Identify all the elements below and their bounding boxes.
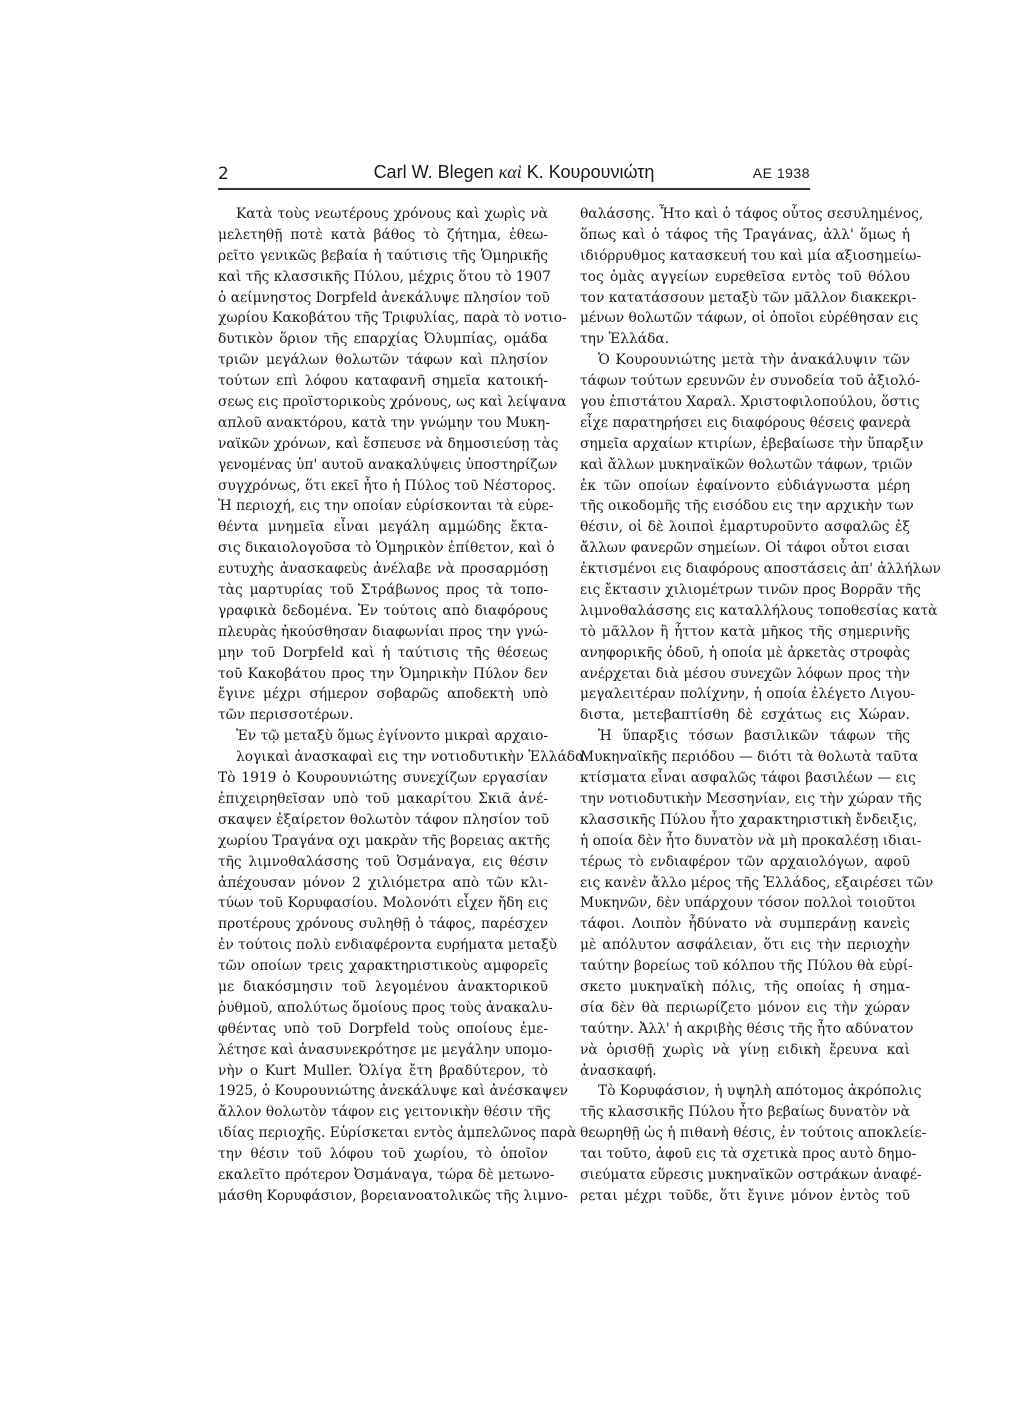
text-line-content: τέρως τὸ ενδιαφέρον τῶν αρχαιολόγων, αφοῦ	[580, 853, 910, 870]
text-line	[580, 308, 919, 329]
running-title-authors: Carl W. Blegen	[373, 162, 494, 182]
text-line	[218, 455, 558, 476]
text-line	[218, 225, 548, 246]
text-line-content: την θέσιν τοῦ λόφου τοῦ χωρίου, τὸ ὁποῖον	[218, 1146, 548, 1163]
text-line	[580, 392, 920, 413]
text-line	[218, 1019, 548, 1040]
text-line	[218, 1186, 568, 1207]
text-line	[218, 476, 557, 497]
text-line	[218, 935, 557, 956]
text-line	[218, 204, 548, 225]
text-line	[218, 768, 548, 789]
text-line	[580, 664, 910, 685]
text-line-content: ἐπιχειρηθεῖσαν υπὸ τοῦ μακαρίτου Σκιᾶ ἀνέ-	[218, 790, 548, 807]
text-line-content: νὴν ο Kurt Muller. Ὀλίγα ἔτη βραδύτερον, τὸ	[218, 1062, 548, 1079]
text-line-content: ὁ αείμνηστος Dorpfeld ἀνεκάλυψε πλησίον τοῦ	[218, 289, 550, 306]
text-line	[580, 496, 914, 517]
text-line-content: μὲ απόλυτον ασφάλειαν, ὅτι εις τὴν περιοχὴν	[580, 937, 910, 954]
text-line	[580, 225, 910, 246]
text-line-content: σκετο μυκηναϊκὴ πόλις, τῆς οποίας ἡ σημα-	[580, 978, 910, 995]
text-line-content: ιδιόρρυθμος κατασκευή του καὶ μία αξιοσημείω-	[580, 247, 922, 264]
text-line	[218, 267, 551, 288]
text-line	[580, 935, 910, 956]
text-line-content: σία δὲν θὰ περιωρίζετο μόνον εις τὴν χώραν	[580, 999, 910, 1016]
text-line	[580, 705, 910, 726]
text-line-content: Τὸ 1919 ὁ Κουρουνιώτης συνεχίζων εργασίαν	[218, 770, 548, 787]
text-line-content: τοῦ Κακοβάτου προς την Ὁμηρικὴν Πύλον δεν	[218, 665, 548, 682]
text-line	[218, 517, 548, 538]
text-line-content: ἀπέχουσαν μόνον 2 χιλιόμετρα απὸ τῶν κλι-	[218, 874, 548, 891]
text-line-content: τούτων επὶ λόφου καταφανῆ σημεῖα κατοική-	[218, 373, 548, 390]
text-line	[580, 434, 924, 455]
text-line	[580, 288, 917, 309]
text-line	[580, 810, 918, 831]
text-line-content: σεως εις προϊστορικοὺς χρόνους, ως καὶ λείψανα	[218, 394, 567, 411]
text-line-content: κτίσματα εἶναι ασφαλῶς τάφοι βασιλέων — εις	[580, 770, 916, 787]
text-line-content: τὸ μᾶλλον ἢ ἧττον κατὰ μῆκος τῆς σημερινῆς	[580, 623, 910, 640]
text-line	[580, 873, 934, 894]
text-line	[580, 893, 917, 914]
text-line-content: μένων θολωτῶν τάφων, οἱ ὁποῖοι εὑρέθησαν εις	[580, 310, 919, 327]
text-line-content: τος ὁμὰς αγγείων ευρεθεῖσα εντὸς τοῦ θόλου	[580, 268, 910, 285]
text-line-content: εκαλεῖτο πρότερον Ὀσμάναγα, τώρα δὲ μετωνο-	[218, 1166, 555, 1183]
text-line-content: εις κανὲν ἄλλο μέρος τῆς Ἑλλάδος, εξαιρέσει τῶν	[580, 874, 934, 891]
text-line-content: ἡ οποία δὲν ἦτο δυνατὸν νὰ μὴ προκαλέσῃ ιδιαι-	[580, 832, 922, 849]
text-line	[218, 1040, 553, 1061]
running-title-coauthor: Κ. Κουρουνιώτη	[526, 162, 655, 182]
text-line-content: σκαψεν ἐξαίρετον θολωτὸν τάφον πλησίον τοῦ	[218, 811, 550, 828]
text-line	[580, 455, 913, 476]
text-line-content: μάσθη Κορυφάσιον, βορειανοατολικῶς τῆς λιμνο-	[218, 1187, 568, 1204]
text-line	[218, 1061, 548, 1082]
text-line-content: καὶ ἄλλων μυκηναϊκῶν θολωτῶν τάφων, τριῶν	[580, 456, 913, 473]
text-line	[580, 998, 910, 1019]
text-line	[580, 1123, 927, 1144]
text-line	[218, 998, 553, 1019]
text-line	[218, 893, 548, 914]
text-line-content: τῆς οικοδομῆς τῆς εισόδου εις την αρχικὴν των	[580, 498, 914, 515]
text-line-content: μεγαλειτέραν πολίχνην, ἡ οποία ἐλέγετο Λιγου-	[580, 686, 916, 703]
text-line-content: ταύτην. Ἀλλ' ἡ ακριβὴς θέσις τῆς ἦτο αδύνατον	[580, 1020, 914, 1037]
right-text-column	[580, 204, 941, 1207]
text-line	[580, 768, 916, 789]
text-line	[580, 622, 910, 643]
text-line	[580, 789, 922, 810]
text-line	[580, 246, 922, 267]
text-line	[580, 1102, 910, 1123]
text-line-content: προτέρους χρόνους συληθῇ ὁ τάφος, παρέσχεν	[218, 916, 548, 933]
text-line	[218, 496, 554, 517]
text-line	[218, 246, 548, 267]
text-line-content: ανηφορικῆς ὁδοῦ, ἡ οποία μὲ ἀρκετὰς στροφὰς	[580, 644, 910, 661]
text-line	[580, 726, 910, 747]
text-line-content: νὰ ὁρισθῇ χωρὶς νὰ γίνῃ ειδικὴ ἔρευνα καὶ	[580, 1041, 910, 1058]
text-line-content: τῶν οποίων τρεις χαρακτηριστικοὺς αμφορεῖς	[218, 958, 548, 975]
text-line-content: ἐκ τῶν οποίων ἐφαίνοντο εὐδιάγνωστα μέρη	[580, 477, 910, 494]
running-title-conjunction: καὶ	[498, 162, 522, 182]
text-line-content: πλευρὰς ἠκούσθησαν διαφωνίαι προς την γνώ-	[218, 623, 548, 640]
text-line	[218, 789, 548, 810]
text-line-content: Μυκηναϊκῆς περιόδου — διότι τὰ θολωτὰ ταῦτα	[580, 749, 919, 766]
text-line-content: ταύτην βορείως τοῦ κόλπου τῆς Πύλου θὰ εὑρί-	[580, 958, 913, 975]
text-line-content: Ἡ περιοχή, εις την οποίαν εὑρίσκονται τὰ εὑρε-	[218, 498, 554, 515]
text-line	[580, 517, 910, 538]
text-line	[218, 1144, 548, 1165]
text-line-content: ῥυθμοῦ, απολύτως ὅμοίους προς τοὺς ἀνακαλυ-	[218, 999, 553, 1016]
text-line-content: τῶν περισσοτέρων.	[218, 707, 354, 724]
text-line-content: Τὸ Κορυφάσιον, ἡ υψηλὴ απότομος ἀκρόπολις	[598, 1083, 922, 1100]
text-line	[218, 747, 589, 768]
text-line-content: μην τοῦ Dorpfeld καὶ ἡ ταύτισις τῆς θέσεως	[218, 644, 548, 661]
text-line-content: ἐκτισμένοι εις διαφόρους αποστάσεις ἀπ' ἀλλήλων	[580, 561, 941, 578]
text-line	[218, 622, 548, 643]
text-line	[218, 601, 548, 622]
text-line-content: συγχρόνως, ὅτι εκεῖ ἦτο ἡ Πύλος τοῦ Νέστορος.	[218, 477, 557, 494]
text-line-content: χωρίου Τραγάνα οχι μακρὰν τῆς βορειας ακτῆς	[218, 832, 551, 849]
text-line-content: κλασσικῆς Πύλου ἦτο χαρακτηριστικὴ ἔνδειξις,	[580, 811, 918, 828]
text-line	[218, 726, 548, 747]
text-line	[218, 1123, 577, 1144]
text-line	[218, 580, 548, 601]
text-line-content: τῆς κλασσικῆς Πύλου ἦτο βεβαίως δυνατὸν νὰ	[580, 1104, 910, 1121]
text-line-content: ναϊκῶν χρόνων, καὶ ἔσπευσε νὰ δημοσιεύσῃ τὰς	[218, 435, 559, 452]
text-line-content: Μυκηνῶν, δὲν υπάρχουν τόσον πολλοὶ τοιοῦτοι	[580, 895, 917, 912]
text-line-content: Ἐν τῷ μεταξὺ ὅμως ἐγίνοντο μικραὶ αρχαιο-	[236, 728, 549, 745]
text-line-content: τῆς λιμνοθαλάσσης τοῦ Ὀσμάναγα, εις θέσιν	[218, 853, 548, 870]
text-line-content: με διακόσμησιν τοῦ λεγομένου ἀνακτορικοῦ	[218, 978, 548, 995]
text-line-content: ευτυχὴς ἀνασκαφεὺς ἀνέλαβε νὰ προσαρμόσῃ	[218, 561, 548, 578]
text-line	[580, 538, 910, 559]
text-line	[218, 1081, 569, 1102]
text-line	[580, 601, 938, 622]
text-line-content: διστα, μετεβαπτίσθη δὲ εσχάτως εις Χώραν.	[580, 707, 910, 724]
text-line	[218, 371, 548, 392]
text-line	[580, 914, 910, 935]
text-line	[580, 329, 910, 350]
text-line-content: μελετηθῇ ποτὲ κατὰ βάθος τὸ ζήτημα, ἐθεω-	[218, 226, 548, 243]
text-line-content: εἶχε παρατηρήσει εις διαφόρους θέσεις φανερὰ	[580, 414, 911, 431]
page-number: 2	[218, 164, 229, 184]
text-line-content: τάφων τούτων ερευνῶν ἐν συνοδεία τοῦ ἀξιολό-	[580, 373, 921, 390]
text-line	[218, 914, 548, 935]
text-line-content: ἀνασκαφή.	[580, 1062, 657, 1079]
text-line-content: θεωρηθῇ ὡς ἡ πιθανὴ θέσις, ἐν τούτοις αποκλείε-	[580, 1125, 927, 1142]
text-line-content: τύων τοῦ Κορυφασίου. Μολονότι εἶχεν ἤδη εις	[218, 895, 548, 912]
text-line	[580, 476, 910, 497]
left-text-column	[218, 204, 589, 1207]
text-line-content: Ὁ Κουρουνιώτης μετὰ τὴν ἀνακάλυψιν τῶν	[598, 352, 910, 369]
text-line-content: ιδίας περιοχῆς. Εὑρίσκεται εντὸς ἀμπελῶνος παρὰ	[218, 1125, 577, 1142]
text-line	[218, 413, 548, 434]
text-line	[580, 643, 910, 664]
text-line-content: απλοῦ ανακτόρου, κατὰ την γνώμην του Μυκη-	[218, 414, 550, 431]
text-line-content: ανέρχεται διὰ μέσου συνεχῶν λόφων προς τὴν	[580, 665, 910, 682]
text-line-content: την Ἑλλάδα.	[580, 331, 670, 348]
text-line-content: τὰς μαρτυρίας τοῦ Στράβωνος προς τὰ τοπο-	[218, 582, 548, 599]
text-line-content: καὶ τῆς κλασσικῆς Πύλου, μέχρις ὅτου τὸ 1907	[218, 268, 551, 285]
text-line-content: θαλάσσης. Ἦτο καὶ ὁ τάφος οὗτος σεσυλημένος,	[580, 206, 924, 222]
text-line-content: ρεται μέχρι τοῦδε, ὅτι ἔγινε μόνον ἐντὸς τοῦ	[580, 1187, 910, 1204]
text-line-content: σις δικαιολογοῦσα τὸ Ὁμηρικὸν ἐπίθετον, καὶ ὁ	[218, 540, 555, 557]
text-line	[580, 1165, 922, 1186]
text-line	[218, 288, 548, 309]
text-line	[218, 684, 548, 705]
text-line	[580, 852, 910, 873]
text-line-content: τριῶν μεγάλων θολωτῶν τάφων καὶ πλησίον	[218, 352, 548, 369]
text-line-content: την νοτιοδυτικὴν Μεσσηνίαν, εις τὴν χώραν τῆς	[580, 790, 922, 807]
text-line	[580, 747, 919, 768]
text-line-content: ἔγινε μέχρι σήμερον σοβαρῶς αποδεκτὴ υπὸ	[218, 686, 548, 703]
text-line	[580, 580, 921, 601]
text-line-content: γου ἐπιστάτου Χαραλ. Χριστοφιλοπούλου, ὅστις	[580, 394, 920, 411]
text-line-content: λέτησε καὶ ἀνασυνεκρότησε με μεγάλην υπομο-	[218, 1041, 553, 1058]
text-line	[218, 392, 567, 413]
text-line	[218, 977, 548, 998]
text-line-content: Ἡ ὕπαρξις τόσων βασιλικῶν τάφων τῆς	[598, 728, 910, 745]
text-line-content: ἄλλον θολωτὸν τάφον εις γειτονικὴν θέσιν τῆς	[218, 1104, 551, 1121]
text-line-content: δυτικὸν ὅριον τῆς επαρχίας Ὀλυμπίας, ομάδα	[218, 331, 548, 348]
text-line	[580, 1081, 922, 1102]
text-line	[218, 559, 548, 580]
text-line	[218, 852, 548, 873]
text-line	[580, 1186, 910, 1207]
text-line-content: ται τοῦτο, ἀφοῦ εις τὰ σχετικὰ προς αυτὸ δημο-	[580, 1146, 917, 1163]
text-line	[218, 956, 548, 977]
text-line-content: εις ἔκτασιν χιλιομέτρων τινῶν προς Βορρᾶν τῆς	[580, 582, 921, 599]
text-line	[218, 350, 548, 371]
text-line	[580, 1061, 910, 1082]
text-line-content: χωρίου Κακοβάτου τῆς Τριφυλίας, παρὰ τὸ νοτιο-	[218, 310, 567, 327]
text-line-content: ρεῖτο γενικῶς βεβαία ἡ ταύτισις τῆς Ὁμηρικῆς	[218, 247, 548, 264]
text-line	[580, 267, 910, 288]
header-rule	[218, 188, 810, 190]
text-line-content: φθέντας υπὸ τοῦ Dorpfeld τοὺς οποίους ἐμε-	[218, 1020, 548, 1037]
text-line	[218, 1102, 551, 1123]
text-line	[218, 705, 548, 726]
text-line	[218, 434, 559, 455]
text-line	[218, 538, 555, 559]
page-header	[218, 162, 810, 186]
text-line	[580, 1144, 917, 1165]
text-line-content: τάφοι. Λοιπὸν ἦδύνατο νὰ συμπεράνῃ κανεὶς	[580, 916, 910, 933]
text-line-content: θέσιν, οἱ δὲ λοιποὶ ἐμαρτυροῦντο ασφαλῶς ἐξ	[580, 519, 910, 536]
text-line	[218, 831, 551, 852]
text-line-content: σιεύματα εὕρεσις μυκηναϊκῶν οστράκων ἀναφέ-	[580, 1166, 922, 1183]
running-title	[218, 162, 810, 183]
text-line	[218, 664, 548, 685]
text-line	[580, 1040, 910, 1061]
text-line-content: ἐν τούτοις πολὺ ενδιαφέροντα ευρήματα μεταξὺ	[218, 937, 557, 954]
text-line-content: 1925, ὁ Κουρουνιώτης ἀνεκάλυψε καὶ ἀνέσκαψεν	[218, 1083, 569, 1100]
text-line	[218, 810, 548, 831]
text-line	[580, 831, 922, 852]
text-line	[580, 371, 921, 392]
text-line	[218, 1165, 555, 1186]
text-line-content: λιμνοθαλάσσης εις καταλλήλους τοποθεσίας κατὰ	[580, 602, 938, 619]
journal-reference: ΑΕ 1938	[752, 165, 810, 181]
text-line-content: σημεῖα αρχαίων κτιρίων, ἐβεβαίωσε τὴν ὕπαρξιν	[580, 435, 924, 452]
text-line	[580, 350, 910, 371]
text-line	[580, 204, 924, 225]
text-line-content: Κατὰ τοὺς νεωτέρους χρόνους καὶ χωρὶς νὰ	[236, 206, 548, 222]
text-line	[218, 329, 548, 350]
text-line-content: ὅπως καὶ ὁ τάφος τῆς Τραγάνας, ἀλλ' ὅμως ἡ	[580, 226, 910, 243]
text-line	[580, 684, 916, 705]
text-line-content: γενομένας ὑπ' αυτοῦ ανακαλύψεις ὑποστηρίζων	[218, 456, 558, 473]
text-line	[218, 873, 548, 894]
text-line	[218, 643, 548, 664]
text-line	[580, 413, 910, 434]
text-line	[580, 1019, 914, 1040]
text-line-content: λογικαὶ ἀνασκαφαὶ εις την νοτιοδυτικὴν Ἑλλάδα.	[236, 749, 589, 766]
text-line-content: τον κατατάσσουν μεταξὺ τῶν μᾶλλον διακεκρι-	[580, 289, 917, 306]
text-line-content: γραφικὰ δεδομένα. Ἐν τούτοις απὸ διαφόρους	[218, 602, 548, 619]
text-line	[580, 977, 910, 998]
text-line-content: ἄλλων φανερῶν σημείων. Οἱ τάφοι οὗτοι εισαι	[580, 540, 911, 557]
text-line	[580, 956, 913, 977]
text-line	[580, 559, 941, 580]
text-line-content: θέντα μνημεῖα εἶναι μεγάλη αμμώδης ἔκτα-	[218, 519, 548, 536]
text-line	[218, 308, 567, 329]
